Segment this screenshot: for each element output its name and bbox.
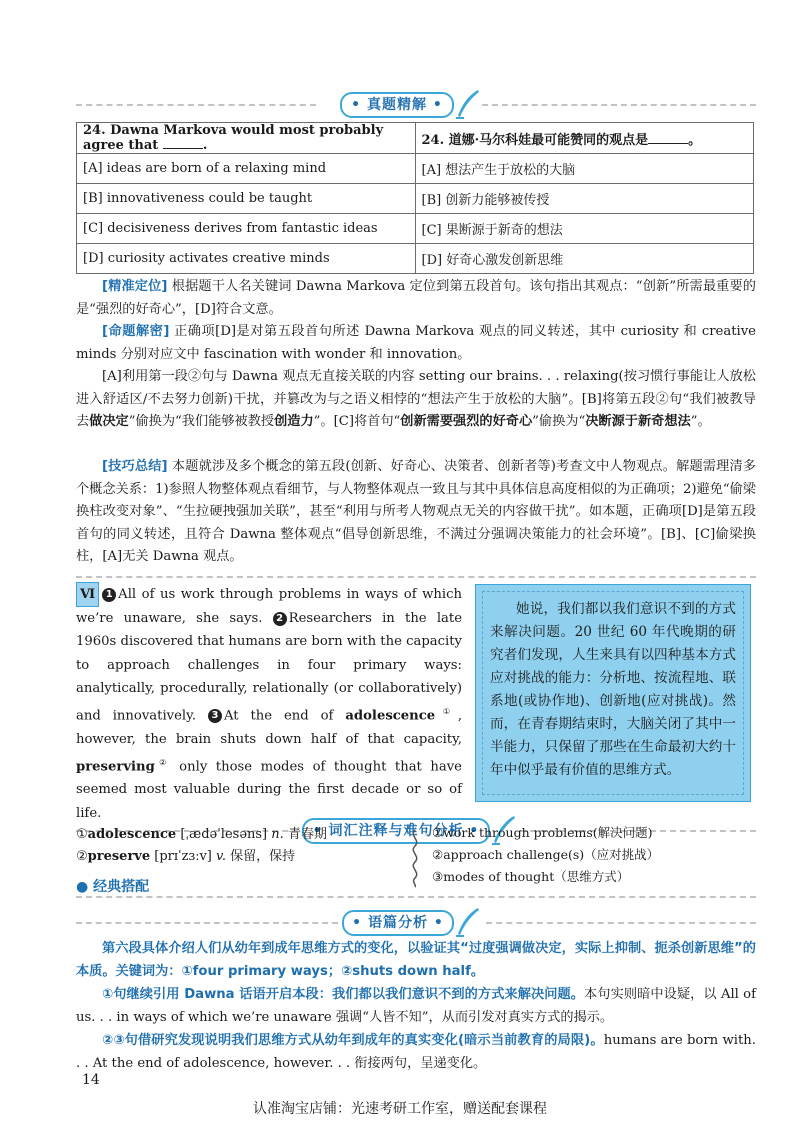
quill-pen-icon <box>452 906 482 940</box>
passage-paragraph: Ⅵ 1 All of us work through problems in ways of which we’re unaware, she says. 2 Researchers in the late 1960s discovered that humans are born with the capacity to approach challenges in four primary ways: analytically, procedurally, relationally (or collaboratively) and innovatively. 3 At the end of adolescence①, however, the brain shuts down half of that capacity, preserving② only those modes of thought that have seemed most valuable during the first decade or so of life. <box>76 582 462 825</box>
sentence-marker: 2 <box>273 612 287 626</box>
sentence-marker: 3 <box>208 709 222 723</box>
vocab-item: ①adolescence [ˌædəˈlesəns] n. 青春期 <box>76 827 327 842</box>
vocab-list <box>76 824 327 868</box>
phrase-item: ②approach challenge(s)（应对挑战） <box>432 847 660 862</box>
option-cn: [D] 好奇心激发创新思维 <box>415 244 754 274</box>
option-en: [B] innovativeness could be taught <box>77 184 416 214</box>
analysis-decode: [命题解密] 正确项[D]是对第五段首句所述 Dawna Markova 观点的同义转述，其中 curiosity 和 creative minds 分别对应文中 fascination with wonder 和 innovation。 <box>76 324 756 362</box>
question-stem-cn: 24. 道娜·马尔科娃最可能赞同的观点是 。 <box>415 123 754 154</box>
divider <box>76 896 756 898</box>
discourse-sentence1: ①句继续引用 Dawna 话语开启本段：我们都以我们意识不到的方式来解决问题。本句实则暗中设疑，以 All of us. . . in ways of which we’re unaware 强调“人皆不知”，从而引发对真实方式的揭示。 <box>76 987 756 1025</box>
collocation-heading: ● 经典搭配 <box>76 879 150 895</box>
option-row <box>77 184 754 214</box>
discourse-section-banner <box>0 906 800 942</box>
discourse-sentence2-3: ②③句借研究发现说明我们思维方式从幼年到成年的真实变化(暗示当前教育的局限)。humans are born with. . . At the end of adolescence, however. . . 衔接两句，呈递变化。 <box>76 1033 756 1071</box>
discourse-section-title: • 语篇分析 • <box>342 910 454 936</box>
option-row <box>77 214 754 244</box>
translation-text: 她说，我们都以我们意识不到的方式来解决问题。20 世纪 60 年代晚期的研究者们发现，人生来具有以四种基本方式应对挑战的能力：分析地、按流程地、联系地(或协作地)、创新地(应对挑战)。然而，在青春期结束时，大脑关闭了其中一半能力，只保留了那些在生命最初大约十年中似乎最有价值的思维方式。 <box>482 591 744 795</box>
phrase-list <box>432 822 659 888</box>
analysis-distractors: [A]利用第一段②句与 Dawna 观点无直接关联的内容 setting our brains. . . relaxing(按习惯行事能让人放松进入舒适区/不去努力创新)干扰，并篡改为与之语义相悖的“想法产生于放松的大脑”。[B]将第五段②句“我们被教导去做决定”偷换为“我们能够被教授创造力”。[C]将首句“创新需要强烈的好奇心”偷换为“决断源于新奇想法”。 <box>76 369 756 429</box>
option-cn: [C] 果断源于新奇的想法 <box>415 214 754 244</box>
option-en: [A] ideas are born of a relaxing mind <box>77 154 416 184</box>
analysis-locate: [精准定位] 根据题干人名关键词 Dawna Markova 定位到第五段首句。该句指出其观点：“创新”所需最重要的是“强烈的好奇心”，[D]符合文意。 <box>76 279 756 317</box>
vocab-section-title: • 词汇注释与难句分析 • <box>302 818 490 844</box>
option-en: [C] decisiveness derives from fantastic ideas <box>77 214 416 244</box>
phrase-item: ③modes of thought（思维方式） <box>432 869 630 884</box>
paragraph-number: Ⅵ <box>76 582 99 607</box>
analysis-tips: [技巧总结] 本题就涉及多个概念的第五段(创新、好奇心、决策者、创新者等)考查文中人物观点。解题需理清多个概念关系：1)参照人物整体观点看细节，与人物整体观点一致且与其中具体信息高度相似的为正确项；2)避免“偷梁换柱改变对象”、“生拉硬拽强加关联”，甚至“利用与所考人物观点无关的内容做干扰”。如本题，正确项[D]是第五段首句的同义转述，且符合 Dawna 整体观点“倡导创新思维，不满过分强调决策能力的社会环境”。[B]、[C]偷梁换柱，[A]无关 Dawna 观点。 <box>76 459 756 564</box>
option-cn: [B] 创新力能够被传授 <box>415 184 754 214</box>
question-table <box>76 122 754 274</box>
page-number: 14 <box>82 1072 100 1088</box>
phrase-item: ①work through problems(解决问题) <box>432 825 653 840</box>
discourse-summary: 第六段具体介绍人们从幼年到成年思维方式的变化，以验证其“过度强调做决定，实际上抑制、扼杀创新思维”的本质。关键词为：①four primary ways；②shuts down half。 <box>76 941 756 979</box>
option-cn: [A] 想法产生于放松的大脑 <box>415 154 754 184</box>
option-en: [D] curiosity activates creative minds <box>77 244 416 274</box>
chain-divider-icon <box>407 828 423 888</box>
vocab-item: ②preserve [prɪˈzɜːv] v. 保留，保持 <box>76 849 296 864</box>
question-stem-row <box>77 123 754 154</box>
option-row <box>77 154 754 184</box>
sentence-marker: 1 <box>102 588 116 602</box>
exam-section-title: • 真题精解 • <box>340 92 454 118</box>
divider <box>76 576 756 578</box>
translation-box <box>475 584 751 802</box>
question-stem-en: 24. Dawna Markova would most probably agree that . <box>77 123 416 154</box>
option-row <box>77 244 754 274</box>
exam-section-banner <box>0 88 800 124</box>
footer-note: 认准淘宝店铺：光速考研工作室，赠送配套课程 <box>253 1101 547 1117</box>
quill-pen-icon <box>452 88 482 122</box>
